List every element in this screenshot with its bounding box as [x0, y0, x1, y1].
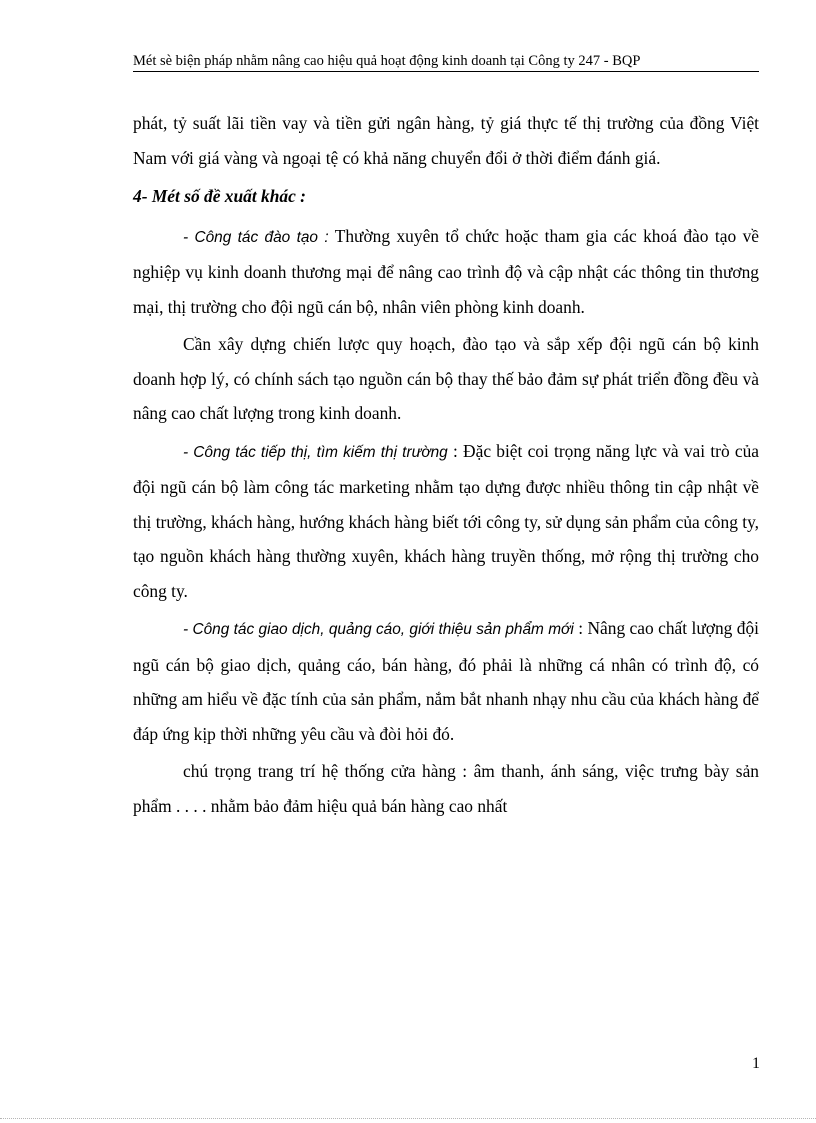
section-heading: 4- Mét số đề xuất khác :	[133, 186, 306, 206]
training-lead: - Công tác đào tạo :	[183, 228, 329, 246]
training-text: Thường xuyên tổ chức hoặc tham gia các khoá đào tạo về nghiệp vụ kinh doanh thương mại để nâng cao trình độ và cập nhật các thông tin thương mại, thị trường cho đội ngũ cán bộ, nhân viên phòng kinh doanh.	[133, 225, 759, 317]
paragraph-advertising	[133, 611, 759, 751]
paragraph-strategy: Cần xây dựng chiến lược quy hoạch, đào tạo và sắp xếp đội ngũ cán bộ kinh doanh hợp lý, có chính sách tạo nguồn cán bộ thay thế bảo đảm sự phát triển đồng đều và nâng cao chất lượng trong kinh doanh.	[133, 334, 759, 423]
running-header: Mét sè biện pháp nhằm nâng cao hiệu quả hoạt động kinh doanh tại Công ty 247 - BQP	[133, 53, 641, 69]
marketing-text: : Đặc biệt coi trọng năng lực và vai trò của đội ngũ cán bộ làm công tác marketing nhằm tạo dựng được nhiều thông tin cập nhật về thị trường, khách hàng, hướng khách hàng biết tới công ty, sử dụng sản phẩm của công ty, tạo nguồn khách hàng thường xuyên, khách hàng truyền thống, mở rộng thị trường cho công ty.	[133, 440, 760, 601]
paragraph-store-display: chú trọng trang trí hệ thống cửa hàng : âm thanh, ánh sáng, việc trưng bày sản phẩm . . . . nhằm bảo đảm hiệu quả bán hàng cao nhất	[133, 761, 759, 816]
advertising-text: : Nâng cao chất lượng đội ngũ cán bộ giao dịch, quảng cáo, bán hàng, đó phải là những cá nhân có trình độ, có những am hiểu về đặc tính của sản phẩm, nắm bắt nhanh nhạy nhu cầu của khách hàng để đáp ứng kịp thời những yêu cầu và đòi hỏi đó.	[133, 618, 759, 744]
continuation-paragraph: phát, tỷ suất lãi tiền vay và tiền gửi ngân hàng, tỷ giá thực tế thị trường của đồng Việt Nam với giá vàng và ngoại tệ có khả năng chuyển đổi ở thời điểm đánh giá.	[133, 113, 759, 168]
page-number: 1	[752, 1055, 760, 1072]
header-divider	[133, 71, 759, 72]
advertising-lead: - Công tác giao dịch, quảng cáo, giới thiệu sản phẩm mới	[183, 621, 574, 638]
document-body	[133, 106, 759, 826]
paragraph-marketing	[133, 434, 759, 609]
marketing-lead: - Công tác tiếp thị, tìm kiếm thị trường	[183, 443, 448, 461]
page-bottom-border	[0, 1118, 816, 1119]
paragraph-training	[133, 219, 759, 325]
